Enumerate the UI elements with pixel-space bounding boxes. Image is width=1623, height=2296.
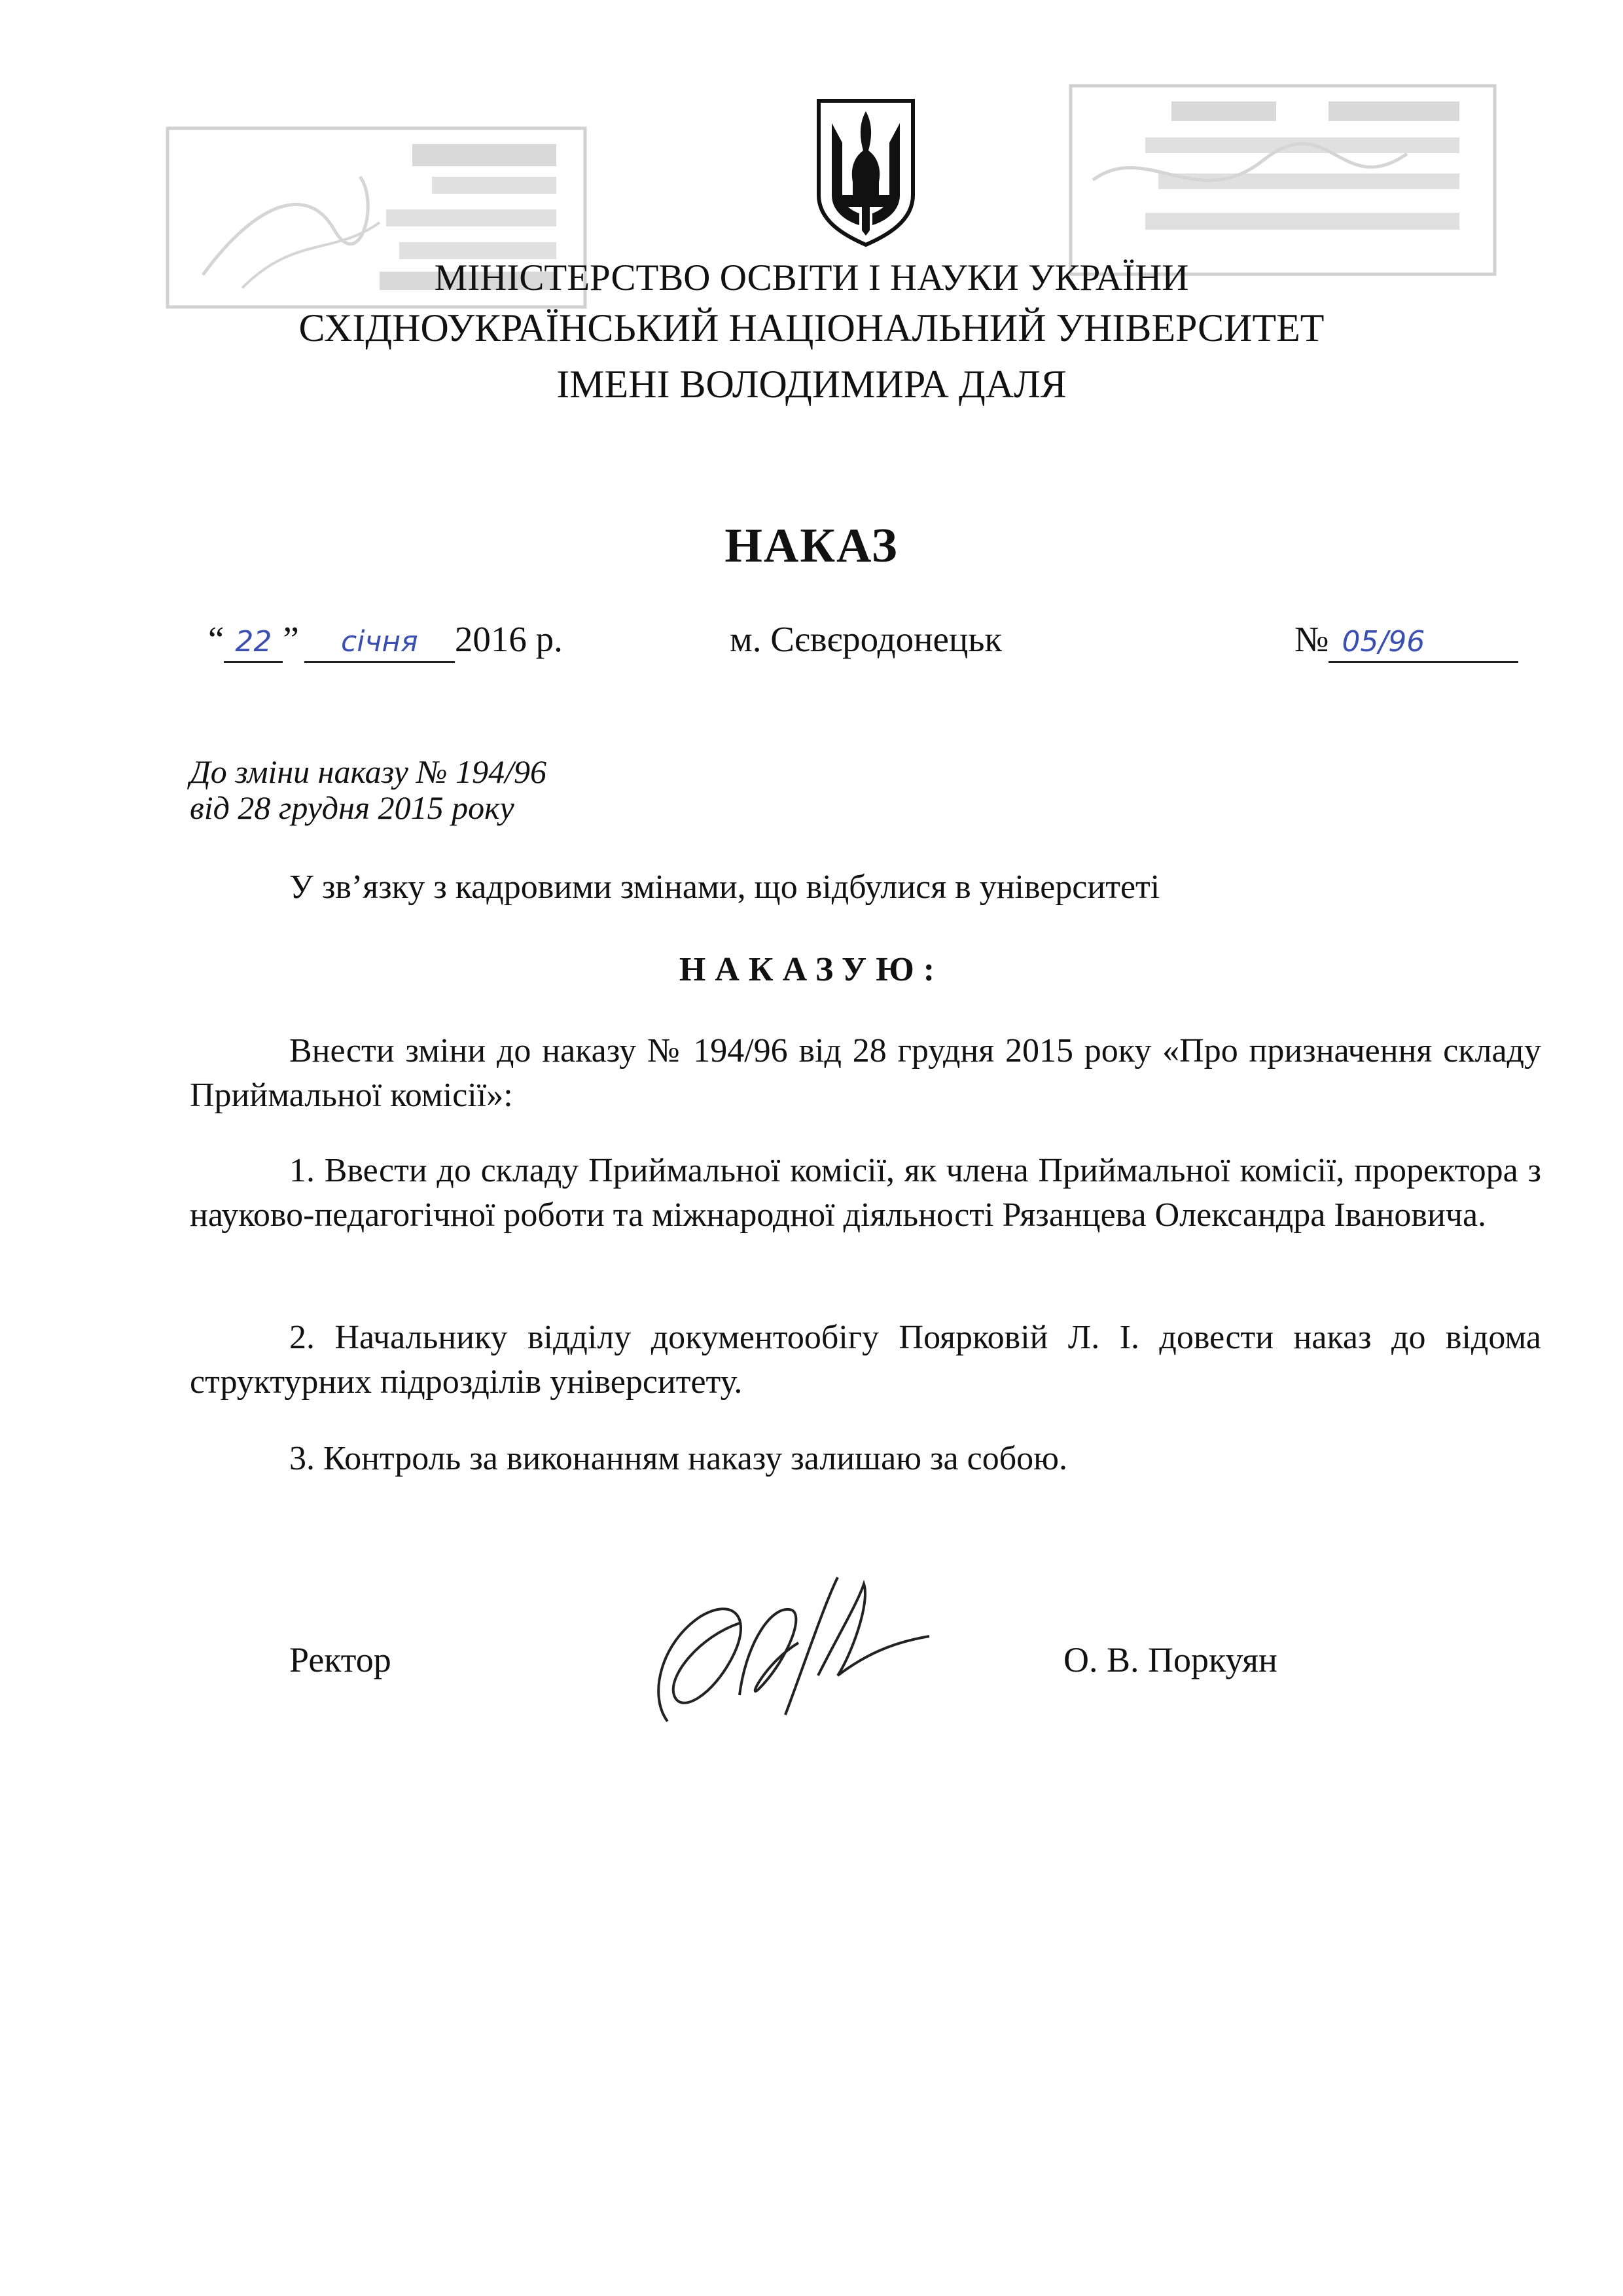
main-paragraph: Внести зміни до наказу № 194/96 від 28 грудня 2015 року «Про призначення складу Приймальної комісії»: (190, 1032, 1541, 1114)
faded-draft-stamp-right (1067, 82, 1499, 278)
order-item-3: 3. Контроль за виконанням наказу залишаю за собою. (289, 1440, 1068, 1477)
number-value-handwritten: 05/96 (1329, 623, 1518, 663)
city-name: м. Сєвєродонецьк (730, 619, 1003, 659)
order-item-1: 1. Ввести до складу Приймальної комісії, як члена Приймальної комісії, проректора з науково-педагогічної роботи та міжнародної діяльності Рязанцева Олександра Івановича. (190, 1152, 1541, 1234)
date-day-handwritten: 22 (224, 623, 283, 663)
university-name-line2: ІМЕНІ ВОЛОДИМИРА ДАЛЯ (556, 363, 1067, 406)
ministry-name: МІНІСТЕРСТВО ОСВІТИ І НАУКИ УКРАЇНИ (434, 257, 1189, 298)
intro-paragraph: У зв’язку з кадровими змінами, що відбулися в університеті (289, 869, 1160, 906)
date-quote-close: ” (283, 619, 299, 659)
amendment-note-line2: від 28 грудня 2015 року (190, 789, 514, 826)
date-year: 2016 р. (454, 619, 563, 659)
handwritten-signature (641, 1564, 942, 1734)
amendment-note-line1: До зміни наказу № 194/96 (190, 753, 547, 790)
university-name-line1: СХІДНОУКРАЇНСЬКИЙ НАЦІОНАЛЬНИЙ УНІВЕРСИТЕТ (298, 306, 1325, 350)
order-item-2: 2. Начальнику відділу документообігу Поярковій Л. І. довести наказ до відома структурних підрозділів університету. (190, 1319, 1541, 1401)
date-quote-open: “ (208, 619, 224, 659)
order-heading: НАКАЗУЮ: (679, 951, 944, 988)
order-number (1294, 619, 1518, 663)
signatory-name: О. В. Поркуян (1063, 1640, 1277, 1679)
signatory-role: Ректор (289, 1640, 391, 1679)
number-label: № (1294, 619, 1329, 659)
document-title: НАКАЗ (724, 519, 899, 573)
order-date (208, 619, 563, 663)
trident-emblem-icon (813, 97, 918, 247)
date-month-handwritten: січня (304, 623, 455, 663)
